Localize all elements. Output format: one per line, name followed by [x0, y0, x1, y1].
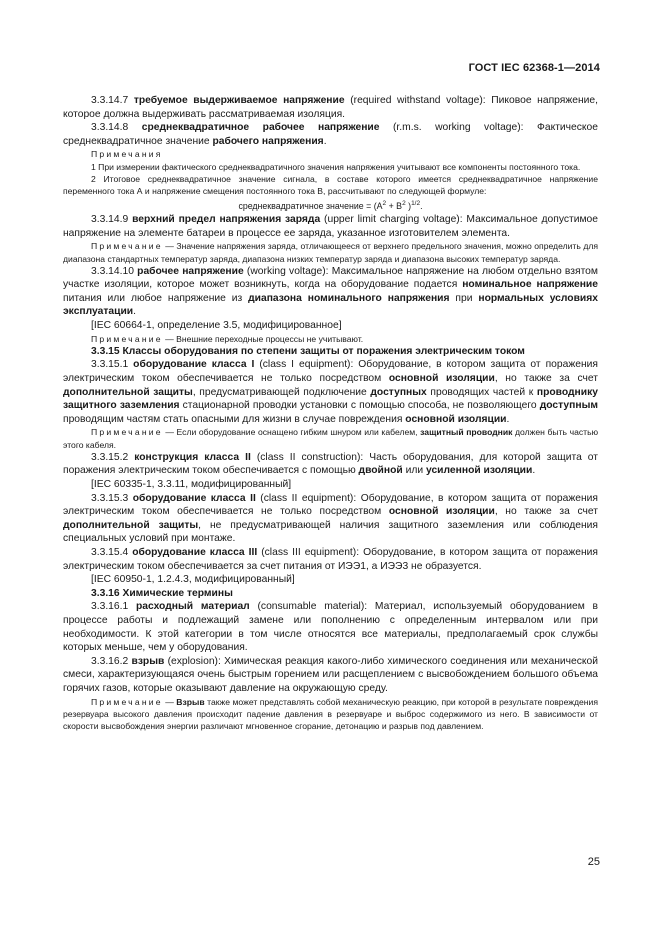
clause-3-3-15-1: 3.3.15.1 оборудование класса I (class I equipment): Оборудование, в котором защита от поражения электрическим током обеспечивается не только посредством основной изоляции, но также за счет дополнительной защиты, предусматривающей подключение доступных проводящих частей к проводнику защитного заземления стационарной проводки установки с помощью способа, не позволяющего доступным проводящим частям стать опасными для жизни в случае повреждения основной изоляции. [63, 359, 598, 425]
clause-3-3-14-10: 3.3.14.10 рабочее напряжение (working voltage): Максимальное напряжение на любом отдельно взятом участке изоляции, которое может возникнуть, когда на оборудование подается номинальное напряжение питания или любое напряжение из диапазона номинального напряжения при нормальных условиях эксплуатации. [63, 265, 598, 318]
note-3-3-15-1: Примечание — Если оборудование оснащено гибким шнуром или кабелем, защитный проводник должен быть частью этого кабеля. [63, 427, 599, 450]
section-heading-3-3-16: 3.3.16 Химические термины [91, 587, 233, 599]
clause-3-3-16-1: 3.3.16.1 расходный материал (consumable material): Материал, используемый оборудованием в процессе работы и подлежащий замене или пополнению с определенным интервалом или при необходимости. К этой категории в том числе относятся все материалы, предполагаемый срок службы которых меньше, чем у оборудования. [63, 601, 599, 654]
page-content [63, 94, 598, 732]
section-heading-3-3-15: 3.3.15 Классы оборудования по степени защиты от поражения электрическим током [91, 345, 525, 357]
note-1: 1 При измерении фактического среднеквадратичного значения напряжения учитывают все компоненты постоянного тока. [91, 161, 581, 172]
clause-3-3-15-3: 3.3.15.3 оборудование класса II (class II equipment): Оборудование, в котором защита от поражения электрическим током обеспечивается не только посредством основной изоляции, но также за счет дополнительной защиты, не предусматривающей наличия защитного заземления или соблюдения специальных условий при монтаже. [63, 492, 598, 545]
standard-header: ГОСТ IEC 62368-1—2014 [468, 62, 600, 74]
page-number: 25 [587, 856, 600, 868]
note-3-3-14-9: Примечание — Значение напряжения заряда, отличающееся от верхнего предельного значения, можно определить для диапазона стандартных температур заряда, диапазона низких температур заряда и диапазона высоких температур заряда. [63, 241, 598, 264]
clause-3-3-16-2: 3.3.16.2 взрыв (explosion): Химическая реакция какого-либо химического соединения или механической смеси, характеризующаяся очень быстрым горением или расщеплением с высвобождением большого объема горячих газов, которые оказывают давление на окружающую среду. [63, 655, 599, 694]
clause-3-3-15-2: 3.3.15.2 конструкция класса II (class II construction): Часть оборудования, для которой защита от поражения электрическим током обеспечивается с помощью двойной или усиленной изоляции. [63, 451, 599, 477]
clause-3-3-15-4: 3.3.15.4 оборудование класса III (class III equipment): Оборудование, в котором защита от поражения электрическим током обеспечивается за счет питания от ИЭЭ1, а ИЭЭ3 не образуется. [63, 547, 598, 572]
note-3-3-16-2: Примечание — Взрыв также может представлять собой механическую реакцию, при которой в результате повреждения резервуара высокого давления происходит падение давления в резервуаре и выброс содержимого из него. В зависимости от скорости высвобождения энергии различают мгновенное сгорание, детонацию и разрыв под давлением. [63, 696, 598, 731]
note-2: 2 Итоговое среднеквадратичное значение сигнала, в составе которого имеется среднеквадратичное напряжение переменного тока А и напряжение смещения постоянного тока В, рассчитывают по следующей формуле: [63, 173, 598, 196]
rms-formula: среднеквадратичное значение = ($А^2 + В^2$ )$^{1/2}$. [238, 200, 423, 212]
reference-iec-60950: [IEC 60950-1, 1.2.4.3, модифицированный] [91, 574, 295, 586]
reference-iec-60335: [IEC 60335-1, 3.3.11, модифицированный] [91, 479, 292, 491]
note-3-3-14-10: Примечание — Внешние переходные процессы не учитывают. [91, 333, 364, 344]
reference-iec-60664: [IEC 60664-1, определение 3.5, модифицированное] [91, 320, 342, 332]
clause-3-3-14-7: 3.3.14.7 требуемое выдерживаемое напряжение (required withstand voltage): Пиковое напряжение, которое должна выдерживать рассматриваемая изоляция. [63, 95, 599, 120]
notes-label: Примечания [91, 149, 163, 160]
clause-3-3-14-9: 3.3.14.9 верхний предел напряжения заряда (upper limit charging voltage): Максимальное допустимое напряжение на элементе батареи в процессе ее заряда, указанное изготовителем элемента. [63, 214, 599, 239]
clause-3-3-14-8: 3.3.14.8 среднеквадратичное рабочее напряжение (r.m.s. working voltage): Фактическое среднеквадратичное значение рабочего напряжения. [63, 122, 598, 147]
